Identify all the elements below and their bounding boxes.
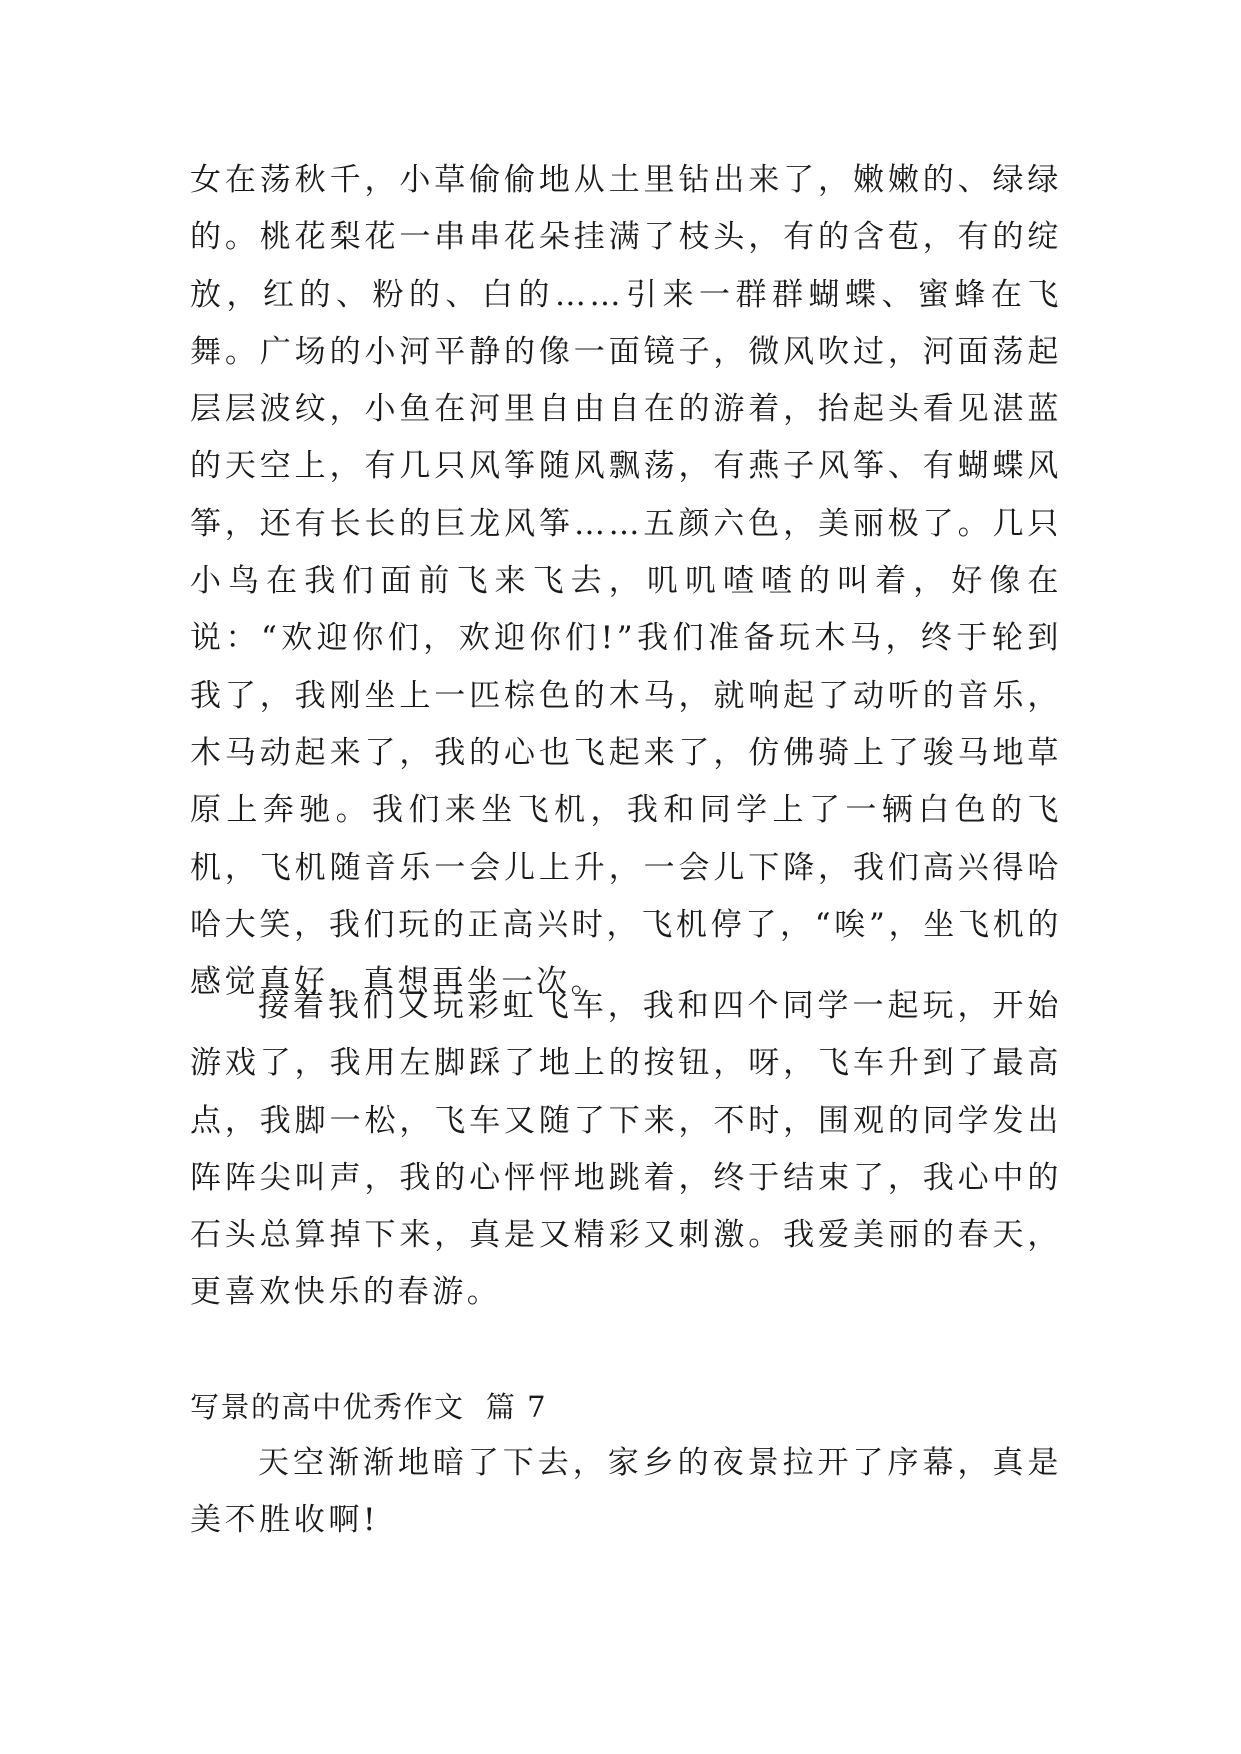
essay-text-rainbow-coaster xyxy=(190,978,1062,1322)
paragraph-night-view: 天空渐渐地暗了下去，家乡的夜景拉开了序幕，真是美不胜收啊! xyxy=(190,1445,1062,1539)
essay-text-night-view xyxy=(190,1435,1062,1550)
paragraph-rainbow-coaster: 接着我们又玩彩虹飞车，我和四个同学一起玩，开始游戏了，我用左脚踩了地上的按钮，呀，飞车升到了最高点，我脚一松，飞车又随了下来，不时，围观的同学发出阵阵尖叫声，我的心怦怦地跳着，终于结束了，我心中的石头总算掉下来，真是又精彩又刺激。我爱美丽的春天，更喜欢快乐的春游。 xyxy=(190,988,1062,1311)
section-heading: 写景的高中优秀作文 篇 7 xyxy=(190,1390,548,1424)
essay-text-continuation xyxy=(190,152,1062,1011)
paragraph-spring-outing: 女在荡秋千，小草偷偷地从土里钻出来了，嫩嫩的、绿绿的。桃花梨花一串串花朵挂满了枝头，有的含苞，有的绽放，红的、粉的、白的……引来一群群蝴蝶、蜜蜂在飞舞。广场的小河平静的像一面镜子，微风吹过，河面荡起层层波纹，小鱼在河里自由自在的游着，抬起头看见湛蓝的天空上，有几只风筝随风飘荡，有燕子风筝、有蝴蝶风筝，还有长长的巨龙风筝……五颜六色，美丽极了。几只小鸟在我们面前飞来飞去，叽叽喳喳的叫着，好像在说：“欢迎你们，欢迎你们!”我们准备玩木马，终于轮到我了，我刚坐上一匹棕色的木马，就响起了动听的音乐，木马动起来了，我的心也飞起来了，仿佛骑上了骏马地草原上奔驰。我们来坐飞机，我和同学上了一辆白色的飞机，飞机随音乐一会儿上升，一会儿下降，我们高兴得哈哈大笑，我们玩的正高兴时，飞机停了，“唉”，坐飞机的感觉真好，真想再坐一次。 xyxy=(190,162,1062,1001)
